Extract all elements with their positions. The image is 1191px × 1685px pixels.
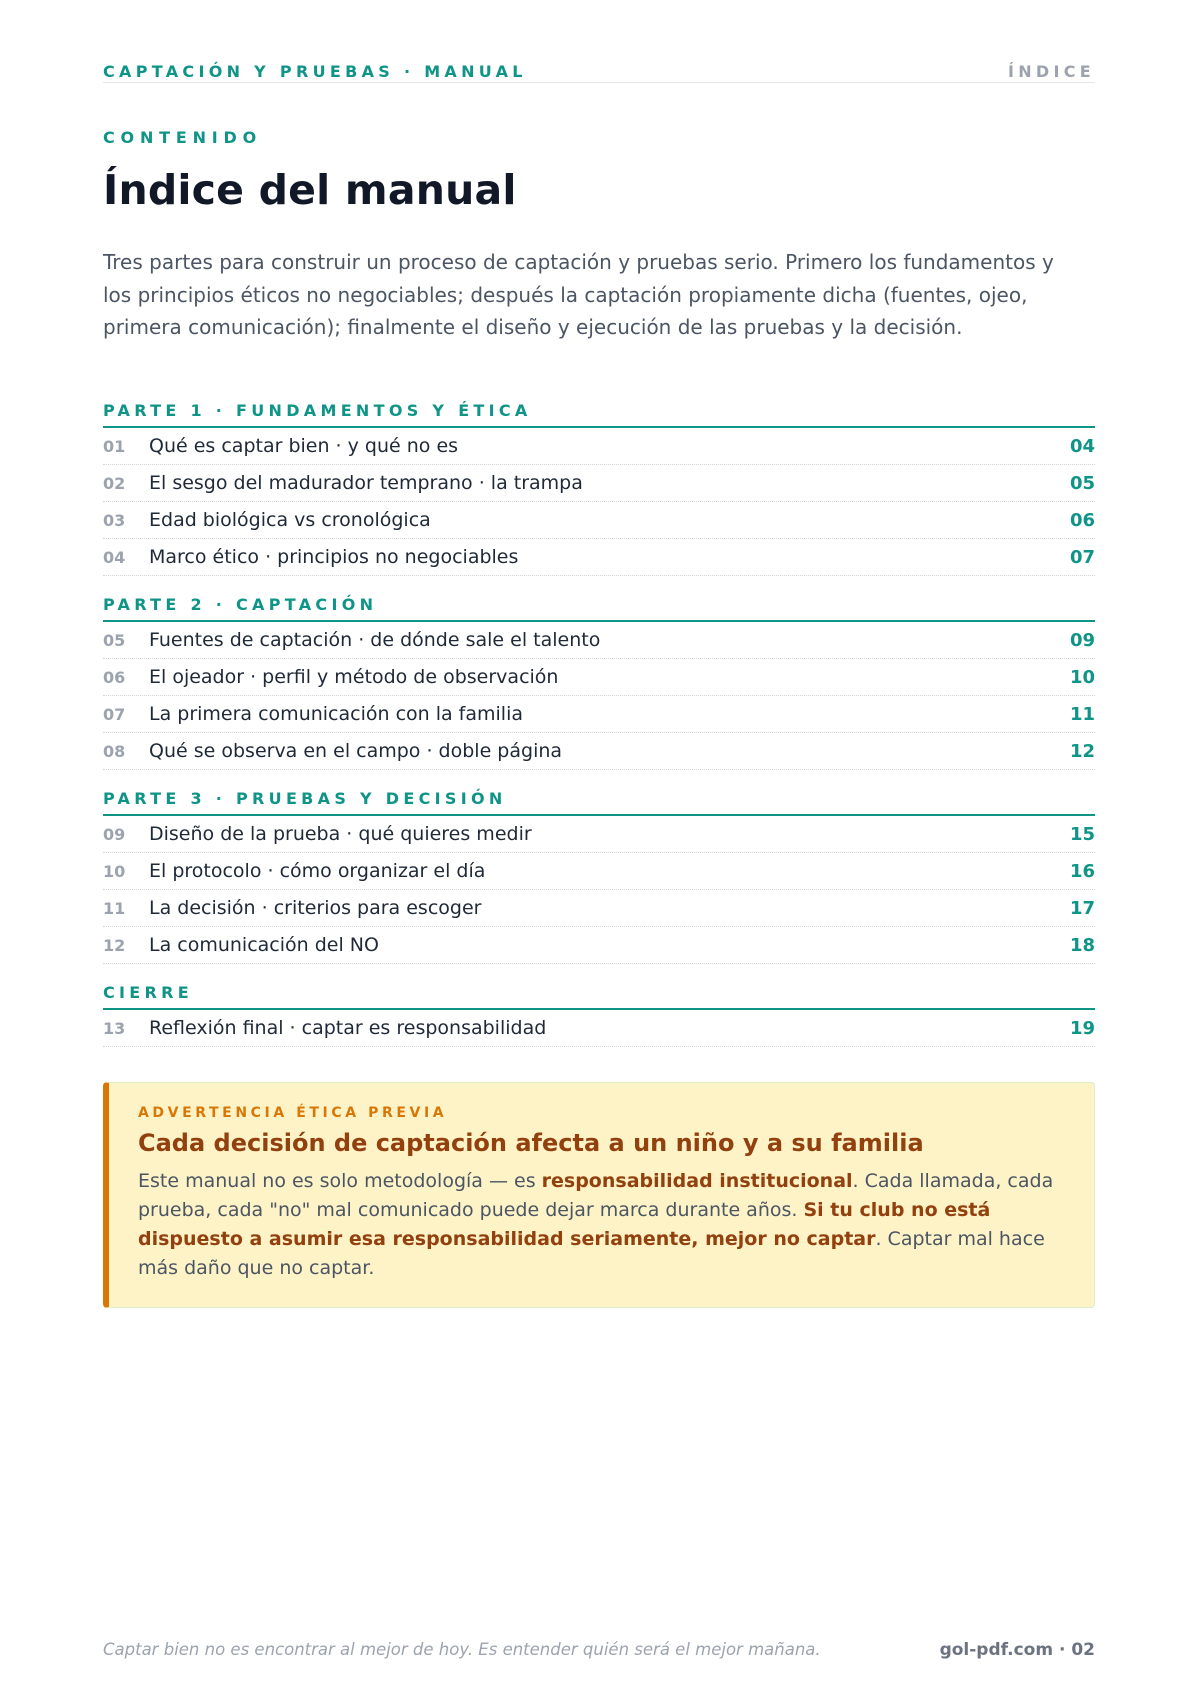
- toc-entry[interactable]: [103, 853, 1095, 890]
- toc-entry-page: 10: [1069, 666, 1095, 688]
- toc-section-closing: [103, 980, 1095, 1047]
- toc-entry-number: 08: [103, 741, 126, 761]
- toc-section-title: PARTE 2 · CAPTACIÓN: [103, 592, 1095, 622]
- toc-entry-label: Qué es captar bien · y qué no es: [149, 435, 459, 457]
- running-header: [103, 62, 1095, 83]
- toc-entry-number: 01: [103, 436, 126, 456]
- toc-entry[interactable]: [103, 465, 1095, 502]
- toc-section-part-3: [103, 786, 1095, 964]
- header-document-title: CAPTACIÓN Y PRUEBAS · MANUAL: [103, 62, 527, 81]
- toc-entry-label: El ojeador · perfil y método de observación: [149, 666, 559, 688]
- toc-entry-number: 12: [103, 935, 126, 955]
- toc-entry-page: 19: [1069, 1017, 1095, 1039]
- toc-entry[interactable]: [103, 502, 1095, 539]
- intro-paragraph: Tres partes para construir un proceso de captación y pruebas serio. Primero los fundamentos y los principios éticos no negociables; después la captación propiamente dicha (fuentes, ojeo, primera comunicación); finalmente el diseño y ejecución de las pruebas y la decisión.: [103, 250, 1054, 339]
- toc-entry[interactable]: [103, 622, 1095, 659]
- toc-entry-label: La decisión · criterios para escoger: [149, 897, 482, 919]
- callout-body-emphasis: Si tu club no está dispuesto a asumir esa responsabilidad seriamente, mejor no captar: [138, 1199, 991, 1250]
- toc-entry-page: 06: [1069, 509, 1095, 531]
- toc-entry-label: Marco ético · principios no negociables: [149, 546, 519, 568]
- toc-section-title: PARTE 3 · PRUEBAS Y DECISIÓN: [103, 786, 1095, 816]
- toc-entry-page: 05: [1069, 472, 1095, 494]
- toc-entry-number: 04: [103, 547, 126, 567]
- callout-body-text: Este manual no es solo metodología — es: [138, 1170, 542, 1192]
- page-footer: [103, 1640, 1095, 1660]
- callout-body-emphasis: responsabilidad institucional: [541, 1170, 853, 1192]
- toc-entry-number: 05: [103, 630, 126, 650]
- footer-tagline: Captar bien no es encontrar al mejor de hoy. Es entender quién será el mejor mañana.: [103, 1640, 821, 1659]
- ethics-warning-callout: [103, 1082, 1095, 1308]
- toc-entry-label: Edad biológica vs cronológica: [149, 509, 431, 531]
- toc-entry-page: 09: [1069, 629, 1095, 651]
- toc-entry-label: Diseño de la prueba · qué quieres medir: [149, 823, 532, 845]
- callout-body-text: . Cada llamada, cada prueba, cada "no" mal comunicado puede dejar marca durante años.: [138, 1170, 1054, 1221]
- toc-entry[interactable]: [103, 733, 1095, 770]
- toc-entry-number: 11: [103, 898, 126, 918]
- footer-brand-page-number: gol-pdf.com · 02: [939, 1640, 1095, 1660]
- toc-entry-label: La comunicación del NO: [149, 934, 379, 956]
- toc-entry-label: El protocolo · cómo organizar el día: [149, 860, 486, 882]
- toc-entry[interactable]: [103, 428, 1095, 465]
- toc-entry-page: 12: [1069, 740, 1095, 762]
- toc-entry-label: Qué se observa en el campo · doble página: [149, 740, 563, 762]
- toc-entry-number: 09: [103, 824, 126, 844]
- toc-entry[interactable]: [103, 927, 1095, 964]
- toc-entry[interactable]: [103, 816, 1095, 853]
- toc-entry[interactable]: [103, 659, 1095, 696]
- callout-heading: Cada decisión de captación afecta a un niño y a su familia: [138, 1129, 924, 1157]
- toc-section-part-1: [103, 398, 1095, 576]
- callout-body: [138, 1167, 1064, 1283]
- toc-entry-number: 06: [103, 667, 126, 687]
- toc-entry-page: 04: [1069, 435, 1095, 457]
- toc-section-title: CIERRE: [103, 980, 1095, 1010]
- toc-entry-page: 17: [1069, 897, 1095, 919]
- toc-entry[interactable]: [103, 696, 1095, 733]
- toc-entry-label: Reflexión final · captar es responsabilidad: [149, 1017, 547, 1039]
- toc-entry-number: 13: [103, 1018, 126, 1038]
- callout-kicker: ADVERTENCIA ÉTICA PREVIA: [138, 1105, 448, 1121]
- toc-entry-label: El sesgo del madurador temprano · la trampa: [149, 472, 583, 494]
- toc-entry[interactable]: [103, 539, 1095, 576]
- toc-entry-label: La primera comunicación con la familia: [149, 703, 524, 725]
- toc-entry[interactable]: [103, 1010, 1095, 1047]
- header-section-label: ÍNDICE: [1007, 62, 1095, 81]
- table-of-contents: [103, 398, 1095, 1047]
- toc-entry-number: 02: [103, 473, 126, 493]
- toc-entry-page: 18: [1069, 934, 1095, 956]
- callout-body-text: . Captar mal hace más daño que no captar.: [138, 1228, 1045, 1279]
- toc-entry-number: 03: [103, 510, 126, 530]
- eyebrow-label: CONTENIDO: [103, 128, 263, 147]
- toc-section-title: PARTE 1 · FUNDAMENTOS Y ÉTICA: [103, 398, 1095, 428]
- page-title: Índice del manual: [103, 166, 517, 214]
- toc-entry-page: 16: [1069, 860, 1095, 882]
- toc-entry-page: 07: [1069, 546, 1095, 568]
- toc-entry-page: 11: [1069, 703, 1095, 725]
- toc-section-part-2: [103, 592, 1095, 770]
- toc-entry[interactable]: [103, 890, 1095, 927]
- toc-entry-number: 10: [103, 861, 126, 881]
- toc-entry-page: 15: [1069, 823, 1095, 845]
- page: [103, 0, 1095, 1685]
- toc-entry-label: Fuentes de captación · de dónde sale el talento: [149, 629, 601, 651]
- toc-entry-number: 07: [103, 704, 126, 724]
